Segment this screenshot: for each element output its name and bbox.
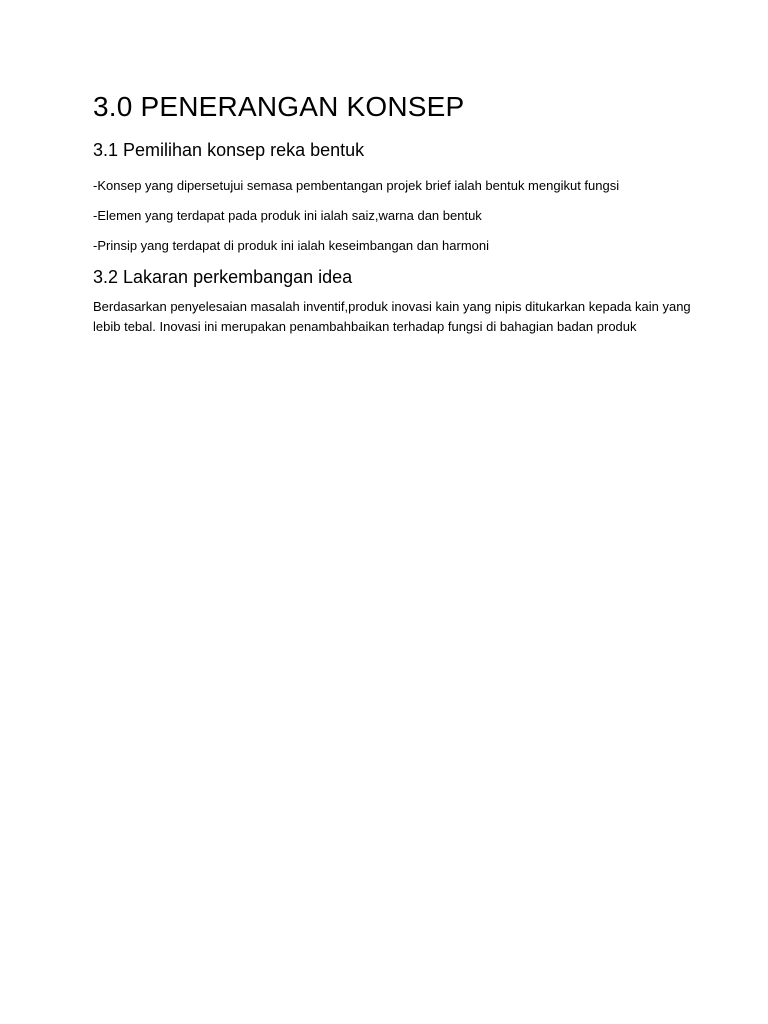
section-heading-3-2: 3.2 Lakaran perkembangan idea	[93, 267, 353, 287]
section-paragraph: Berdasarkan penyelesaian masalah inventif,produk inovasi kain yang nipis ditukarkan kepada kain yang lebib tebal. Inovasi ini merupakan penambahbaikan terhadap fungsi di bahagian badan produk	[93, 299, 691, 334]
bullet-elemen: -Elemen yang terdapat pada produk ini ialah saiz,warna dan bentuk	[93, 208, 482, 223]
bullet-konsep: -Konsep yang dipersetujui semasa pembentangan projek brief ialah bentuk mengikut fungsi	[93, 178, 620, 193]
document-title: 3.0 PENERANGAN KONSEP	[93, 91, 465, 122]
section-heading-3-1: 3.1 Pemilihan konsep reka bentuk	[93, 140, 365, 160]
document-content	[93, 88, 693, 337]
bullet-prinsip: -Prinsip yang terdapat di produk ini ialah keseimbangan dan harmoni	[93, 238, 490, 253]
